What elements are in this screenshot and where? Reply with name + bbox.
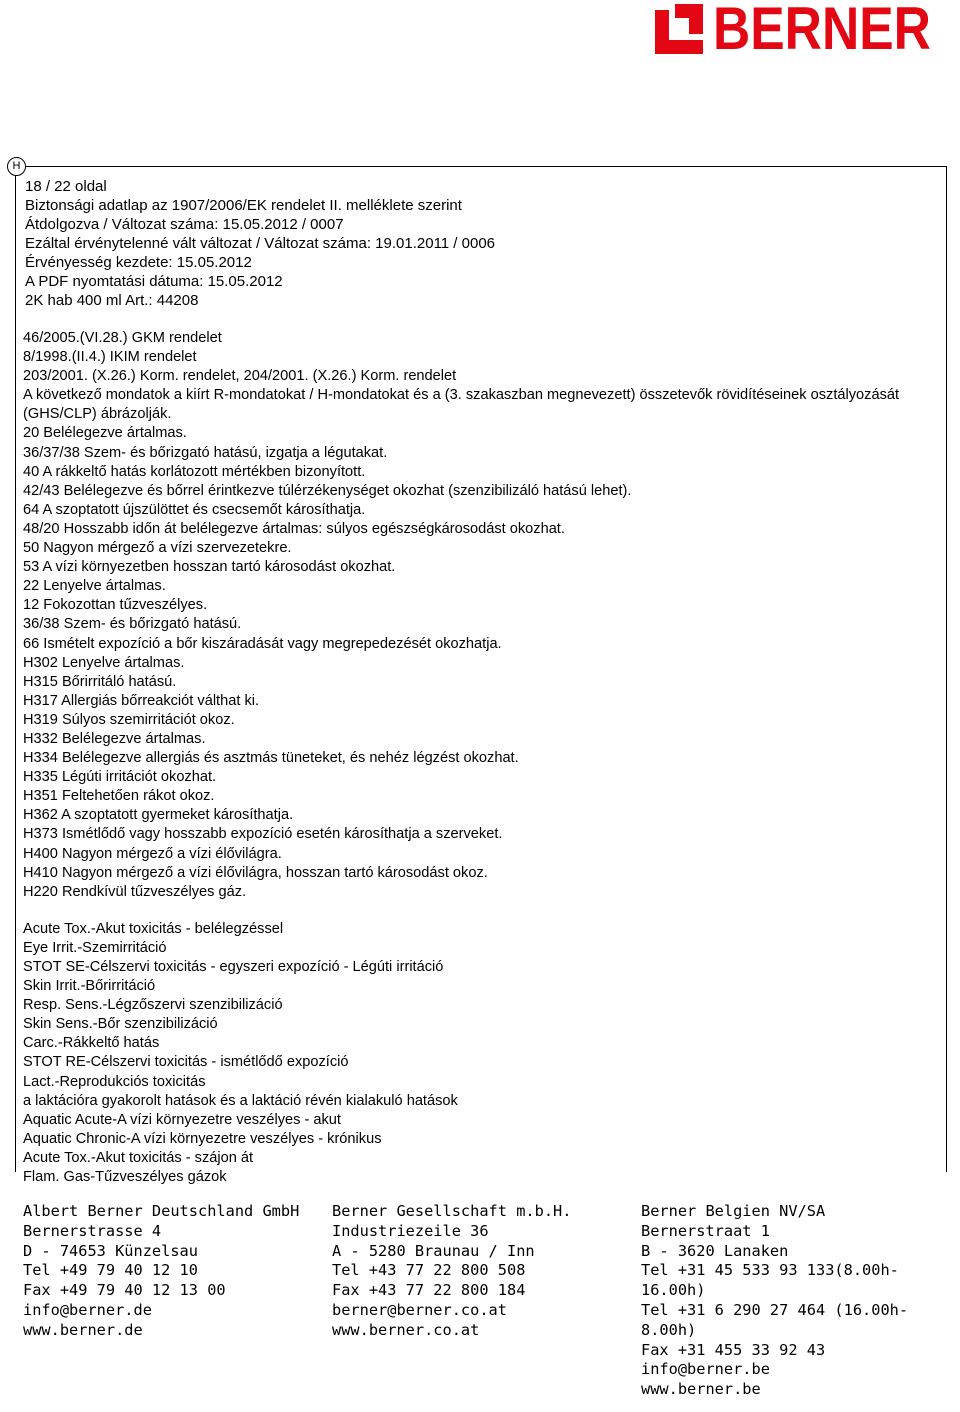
phrase-line: 40 A rákkeltő hatás korlátozott mértékben bizonyított. <box>23 463 366 480</box>
abbreviation-line: STOT SE-Célszervi toxicitás - egyszeri expozíció - Légúti irritáció <box>23 959 444 975</box>
document-title: Biztonsági adatlap az 1907/2006/EK rendelet II. melléklete szerint <box>25 197 462 214</box>
language-badge: H <box>7 157 26 176</box>
fax: Fax +31 455 33 92 43 <box>641 1340 826 1359</box>
revision-line: Átdolgozva / Változat száma: 15.05.2012 / 0007 <box>25 216 344 233</box>
phrase-line: 20 Belélegezve ártalmas. <box>23 425 187 442</box>
abbreviation-line: STOT RE-Célszervi toxicitás - ismétlődő expozíció <box>23 1054 349 1071</box>
footer-belgium <box>641 1202 941 1400</box>
phrase-line: 50 Nagyon mérgező a vízi szervezetekre. <box>23 540 292 557</box>
website: www.berner.be <box>641 1380 761 1399</box>
phrase-line: 66 Ismételt expozíció a bőr kiszáradását vagy megrepedezését okozhatja. <box>23 635 502 652</box>
phone-day: Tel +31 45 533 93 133(8.00h-16.00h) <box>641 1261 899 1300</box>
page-number: 18 / 22 oldal <box>25 178 107 195</box>
product-line: 2K hab 400 ml Art.: 44208 <box>25 292 199 309</box>
footer-austria <box>332 1202 571 1341</box>
company-name: Berner Gesellschaft m.b.H. <box>332 1202 572 1220</box>
phrase-line: 48/20 Hosszabb időn át belélegezve ártalmas: súlyos egészségkárosodást okozhat. <box>23 520 565 537</box>
phrase-line: H302 Lenyelve ártalmas. <box>23 654 185 671</box>
regulation-line: 46/2005.(VI.28.) GKM rendelet <box>23 330 222 346</box>
street: Bernerstrasse 4 <box>23 1221 162 1240</box>
phone: Tel +49 79 40 12 10 <box>23 1261 198 1280</box>
document-body <box>23 329 938 1187</box>
footer-germany <box>23 1202 299 1341</box>
phrase-line: H335 Légúti irritációt okozhat. <box>23 769 217 786</box>
berner-logo <box>655 0 958 62</box>
abbreviation-line: Carc.-Rákkeltő hatás <box>23 1035 160 1052</box>
phrase-line: 64 A szoptatott újszülöttet és csecsemőt károsíthatja. <box>23 501 366 518</box>
phrase-line: 12 Fokozottan tűzveszélyes. <box>23 597 208 614</box>
regulation-line: 203/2001. (X.26.) Korm. rendelet, 204/2001. (X.26.) Korm. rendelet <box>23 368 457 385</box>
section-gap <box>23 902 938 920</box>
phrase-line: H332 Belélegezve ártalmas. <box>23 730 206 747</box>
regulation-line: 8/1998.(II.4.) IKIM rendelet <box>23 349 197 366</box>
phone-night: Tel +31 6 290 27 464 (16.00h-8.00h) <box>641 1300 909 1339</box>
abbreviation-line: Flam. Gas-Tűzveszélyes gázok <box>23 1169 227 1186</box>
phrase-line: H373 Ismétlődő vagy hosszabb expozíció esetén károsíthatja a szerveket. <box>23 826 503 843</box>
abbreviation-line: Lact.-Reprodukciós toxicitás <box>23 1073 206 1090</box>
phrase-line: 53 A vízi környezetben hosszan tartó károsodást okozhat. <box>23 559 396 576</box>
phrase-line: H410 Nagyon mérgező a vízi élővilágra, hosszan tartó károsodást okoz. <box>23 864 488 881</box>
abbreviation-line: a laktációra gyakorolt hatások és a laktáció révén kialakuló hatások <box>23 1092 458 1109</box>
valid-from-line: Érvényesség kezdete: 15.05.2012 <box>25 254 252 271</box>
abbreviation-line: Acute Tox.-Akut toxicitás - szájon át <box>23 1149 254 1166</box>
city: B - 3620 Lanaken <box>641 1241 789 1260</box>
abbreviation-line: Eye Irrit.-Szemirritáció <box>23 939 167 956</box>
print-date-line: A PDF nyomtatási dátuma: 15.05.2012 <box>25 273 283 290</box>
abbreviation-line: Skin Irrit.-Bőrirritáció <box>23 978 156 995</box>
phrase-line: H351 Feltehetően rákot okoz. <box>23 788 215 805</box>
phrase-line: H362 A szoptatott gyermeket károsíthatja. <box>23 807 294 824</box>
email: berner@berner.co.at <box>332 1300 507 1319</box>
phrase-line: H319 Súlyos szemirritációt okoz. <box>23 711 235 728</box>
abbreviation-line: Skin Sens.-Bőr szenzibilizáció <box>23 1016 218 1033</box>
company-name: Albert Berner Deutschland GmbH <box>23 1202 300 1220</box>
company-name: Berner Belgien NV/SA <box>641 1202 826 1220</box>
fax: Fax +43 77 22 800 184 <box>332 1281 526 1300</box>
phrase-line: 36/38 Szem- és bőrizgató hatású. <box>23 616 242 633</box>
phrase-line: H317 Allergiás bőrreakciót válthat ki. <box>23 692 260 709</box>
phrase-line: 36/37/38 Szem- és bőrizgató hatású, izgatja a légutakat. <box>23 444 388 461</box>
document-header <box>25 177 495 310</box>
abbreviation-line: Acute Tox.-Akut toxicitás - belélegzéssel <box>23 920 284 937</box>
phrase-line: H334 Belélegezve allergiás és asztmás tüneteket, és nehéz légzést okozhat. <box>23 750 519 767</box>
abbreviation-line: Aquatic Acute-A vízi környezetre veszélyes - akut <box>23 1111 341 1128</box>
intro-paragraph: A következő mondatok a kiírt R-mondatokat / H-mondatokat és a (3. szakaszban megnevezett) összetevők rövidítéseinek osztályozását (GHS/CLP) ábrázolják. <box>23 387 900 423</box>
website: www.berner.co.at <box>332 1320 480 1339</box>
city: A - 5280 Braunau / Inn <box>332 1241 535 1260</box>
phrase-line: 42/43 Belélegezve és bőrrel érintkezve túlérzékenységet okozhat (szenzibilizáló hatású lehet). <box>23 482 632 499</box>
fax: Fax +49 79 40 12 13 00 <box>23 1281 226 1300</box>
street: Industriezeile 36 <box>332 1221 489 1240</box>
brand-name: BERNER <box>713 0 931 62</box>
abbreviation-line: Resp. Sens.-Légzőszervi szenzibilizáció <box>23 997 283 1014</box>
phone: Tel +43 77 22 800 508 <box>332 1261 526 1280</box>
phrase-line: 22 Lenyelve ártalmas. <box>23 578 166 595</box>
email: info@berner.de <box>23 1300 152 1319</box>
phrase-line: H400 Nagyon mérgező a vízi élővilágra. <box>23 845 282 862</box>
superseded-line: Ezáltal érvénytelenné vált változat / Változat száma: 19.01.2011 / 0006 <box>25 235 496 252</box>
berner-logo-icon <box>655 4 711 54</box>
phrase-line: H315 Bőrirritáló hatású. <box>23 673 177 690</box>
website: www.berner.de <box>23 1320 143 1339</box>
street: Bernerstraat 1 <box>641 1221 770 1240</box>
phrase-line: H220 Rendkívül tűzveszélyes gáz. <box>23 883 247 900</box>
city: D - 74653 Künzelsau <box>23 1241 198 1260</box>
abbreviation-line: Aquatic Chronic-A vízi környezetre veszélyes - krónikus <box>23 1130 382 1147</box>
email: info@berner.be <box>641 1360 770 1379</box>
